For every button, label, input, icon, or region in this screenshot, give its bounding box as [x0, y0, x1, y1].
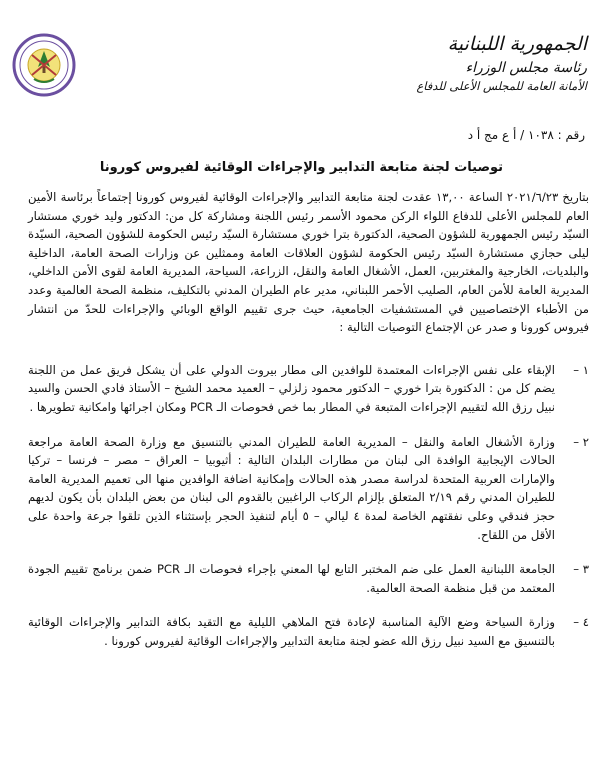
letterhead-presidency: رئاسة مجلس الوزراء [465, 60, 587, 76]
recommendation-number: ٣ – [573, 562, 589, 577]
recommendation-item [28, 613, 589, 650]
recommendation-item [28, 361, 589, 417]
document-title: توصيات لجنة متابعة التدابير والإجراءات الوقائية لفيروس كورونا [99, 160, 504, 175]
document-body [28, 188, 589, 666]
intro-paragraph: بتاريخ ٢٠٢١/٦/٢٣ الساعة ١٣,٠٠ عقدت لجنة متابعة التدابير والإجراءات الوقائية لفيروس كورونا إجتماعاً برئاسة الأمين العام للمجلس الأعلى للدفاع اللواء الركن محمود الأسمر رئيس اللجنة ومشاركة كل من: الدكتور وليد خوري مستشار السيّد رئيس الجمهورية للشؤون الصحية، الدكتورة بترا خوري مستشارة السيّد رئيس الحكومة للشؤون الصحية، السيّدة ليلى حجازي مستشارة السيّد رئيس الحكومة لشؤون العلاقات العامة وممثلين عن وزارات الصحة العامة، الداخلية والبلديات، الخارجية والمغتربين، العمل، الأشغال العامة والنقل، الزراعة، السياحة، المديرية العامة لقوى الأمن الداخلي، المديرية العامة للأمن العام، الصليب الأحمر اللبناني، مدير عام الطيران المدني بالتكليف، منظمة الصحة العالمية وعدد من الأطباء الإختصاصيين في المستشفيات الجامعية، حيث جرى تقييم الواقع الوبائي والإجراءات للحدّ من انتشار فيروس كورونا و صدر عن الإجتماع التوصيات التالية : [28, 190, 589, 335]
recommendation-number: ٤ – [573, 615, 589, 630]
reference-number: رقم : ١٠٣٨ / أ ع مج أ د [467, 128, 585, 142]
recommendation-item [28, 560, 589, 597]
recommendation-text: الجامعة اللبنانية العمل على ضم المختبر التابع لها المعني بإجراء فحوصات الـ PCR ضمن برنامج تقييم الجودة المعتمد من قبل منظمة الصحة العالمية. [28, 562, 555, 595]
recommendation-text: وزارة الأشغال العامة والنقل – المديرية العامة للطيران المدني بالتنسيق مع وزارة الصحة العامة مراجعة الحالات الإيجابية الوافدة الى لبنان من مطارات البلدان التالية : أثيوبيا – العراق – مصر – فرنسا – تركيا والإمارات العربية المتحدة لدراسة مصدر هذه الحالات وإمكانية اضافة الوافدين منها الى تعميم المديرية العامة للطيران المدني رقم ٢/١٩ المتعلق بإلزام الركاب الراغبين بالقدوم الى لبنان من بعض البلدان بأن يكون لديهم حجز فندقي وعلى نفقتهم الخاصة لمدة ٤ ليالي – ٥ أيام لتنفيذ الحجر بإستثناء الذين تلقوا جرعة واحدة على الأقل من اللقاح. [28, 434, 556, 542]
letterhead-republic: الجمهورية اللبنانية [447, 33, 587, 55]
recommendation-text: الإبقاء على نفس الإجراءات المعتمدة للوافدين الى مطار بيروت الدولي على أن يشكل فريق عمل من اللجنة يضم كل من : الدكتورة بترا خوري – الدكتور محمود زلزلي – العميد محمد الشيخ – الأستاذ فادي الحسن والسيد نبيل رزق الله لتقييم الإجراءات المتبعة في المطار بما خص فحوصات الـ PCR ومكان اجرائها وامكانية تطويرها . [28, 362, 555, 414]
emblem-seal-icon [12, 33, 76, 97]
recommendation-item [28, 433, 589, 545]
letterhead [327, 33, 587, 95]
letterhead-secretariat: الأمانة العامة للمجلس الأعلى للدفاع [416, 79, 587, 93]
recommendation-text: وزارة السياحة وضع الآلية المناسبة لإعادة فتح الملاهي الليلية مع التقيد بكافة التدابير والإجراءات الوقائية بالتنسيق مع السيد نبيل رزق الله عضو لجنة متابعة التدابير والإجراءات الوقائية لفيروس كورونا . [28, 615, 555, 648]
recommendation-number: ١ – [573, 362, 589, 377]
recommendations-list [28, 361, 589, 651]
recommendation-number: ٢ – [573, 434, 589, 449]
